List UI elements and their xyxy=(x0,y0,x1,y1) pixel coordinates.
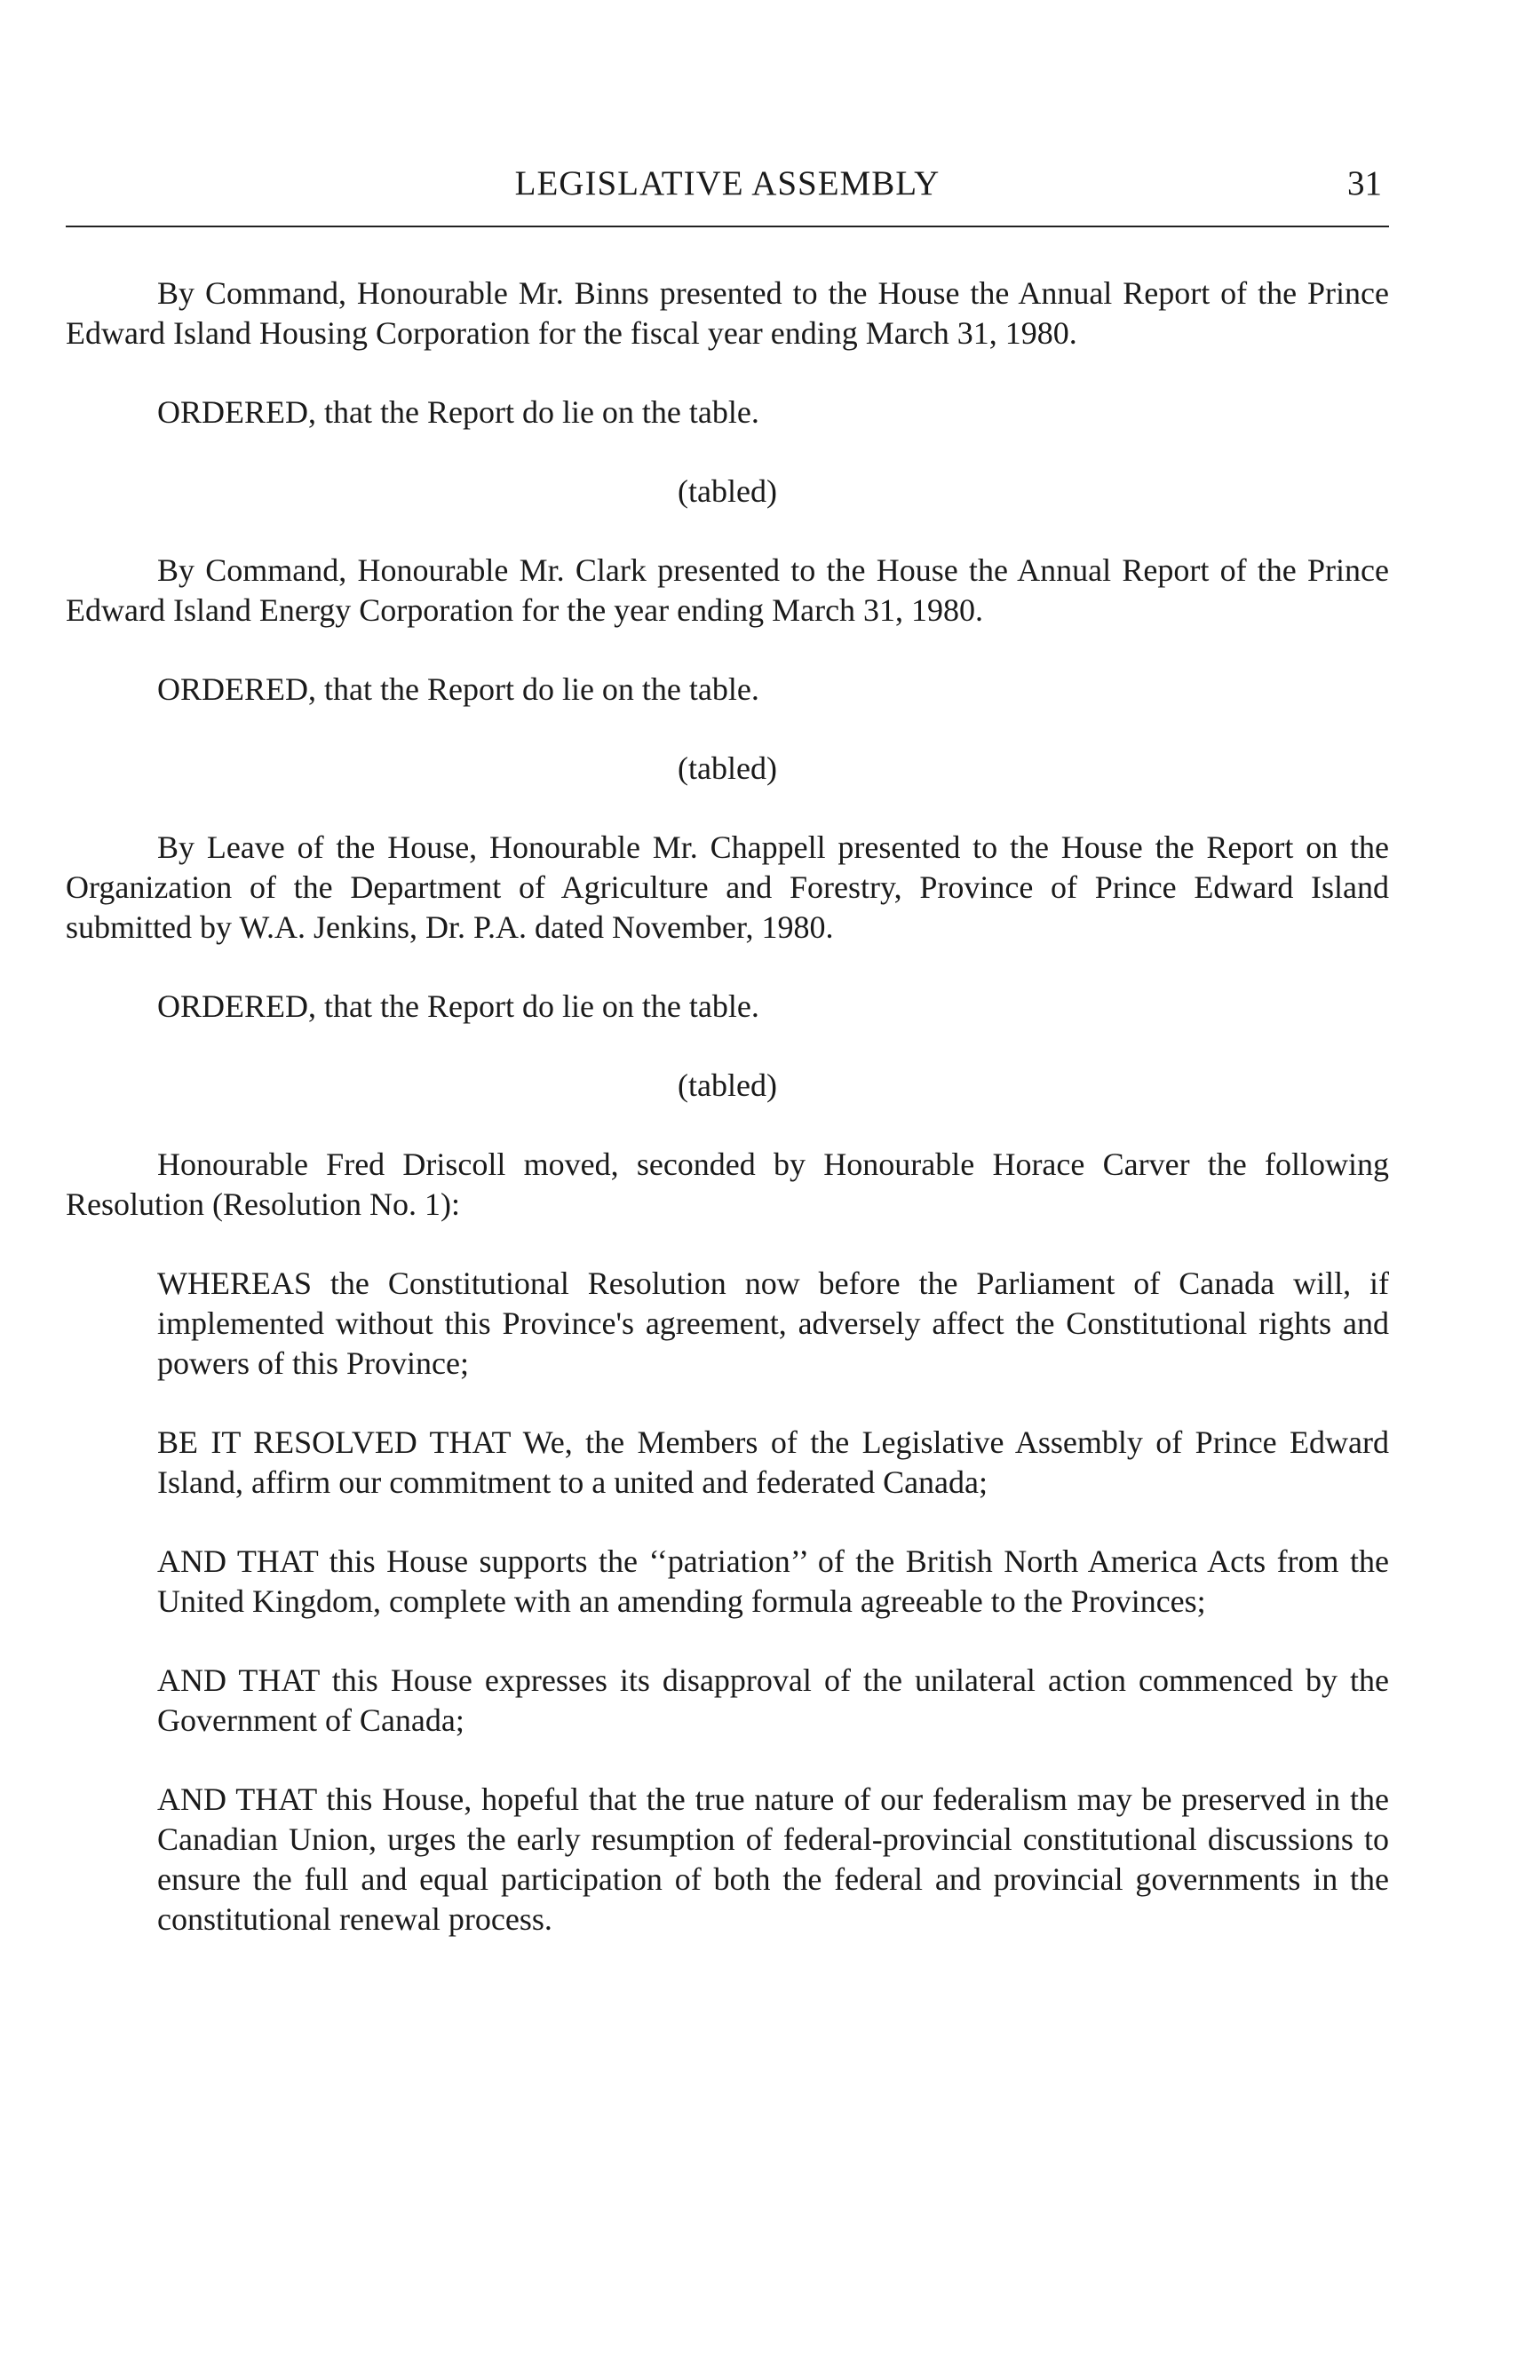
resolution-be-it-resolved: BE IT RESOLVED THAT We, the Members of the Legislative Assembly of Prince Edward Island, affirm our commitment to a united and federated Canada; xyxy=(157,1424,1389,1500)
ordered-paragraph: ORDERED, that the Report do lie on the table. xyxy=(157,394,759,430)
resolution-whereas: WHEREAS the Constitutional Resolution now before the Parliament of Canada will, if implemented without this Province's agreement, adversely affect the Constitutional rights and powers of this Province; xyxy=(157,1265,1389,1381)
running-title: LEGISLATIVE ASSEMBLY xyxy=(514,164,941,202)
resolution-disapproval: AND THAT this House expresses its disapproval of the unilateral action commenced by the Government of Canada; xyxy=(157,1662,1389,1738)
ordered-paragraph: ORDERED, that the Report do lie on the table. xyxy=(157,988,759,1024)
paragraph-chappell-report: By Leave of the House, Honourable Mr. Chappell presented to the House the Report on the Organization of the Department of Agriculture and Forestry, Province of Prince Edward Island submitted by W.A. Jenkins, Dr. P.A. dated November, 1980. xyxy=(66,829,1389,945)
tabled-note: (tabled) xyxy=(678,1067,777,1103)
header-rule xyxy=(66,226,1389,227)
paragraph-binns-report: By Command, Honourable Mr. Binns presented to the House the Annual Report of the Prince Edward Island Housing Corporation for the fiscal year ending March 31, 1980. xyxy=(66,275,1389,351)
paragraph-clark-report: By Command, Honourable Mr. Clark presented to the House the Annual Report of the Prince Edward Island Energy Corporation for the year ending March 31, 1980. xyxy=(66,552,1389,628)
resolution-resumption: AND THAT this House, hopeful that the true nature of our federalism may be preserved in the Canadian Union, urges the early resumption of federal-provincial constitutional discussions to ensure the full and equal participation of both the federal and provincial governments in the constitutional renewal process. xyxy=(157,1781,1389,1937)
document-body xyxy=(66,274,1389,1940)
resolution-patriation: AND THAT this House supports the ‘‘patriation’’ of the British North America Acts from the United Kingdom, complete with an amending formula agreeable to the Provinces; xyxy=(157,1543,1389,1619)
tabled-note: (tabled) xyxy=(678,750,777,786)
tabled-note: (tabled) xyxy=(678,473,777,509)
page-header xyxy=(66,160,1389,204)
paragraph-resolution-motion: Honourable Fred Driscoll moved, seconded by Honourable Horace Carver the following Resolution (Resolution No. 1): xyxy=(66,1146,1389,1222)
ordered-paragraph: ORDERED, that the Report do lie on the table. xyxy=(157,671,759,707)
page-number: 31 xyxy=(1347,164,1382,202)
